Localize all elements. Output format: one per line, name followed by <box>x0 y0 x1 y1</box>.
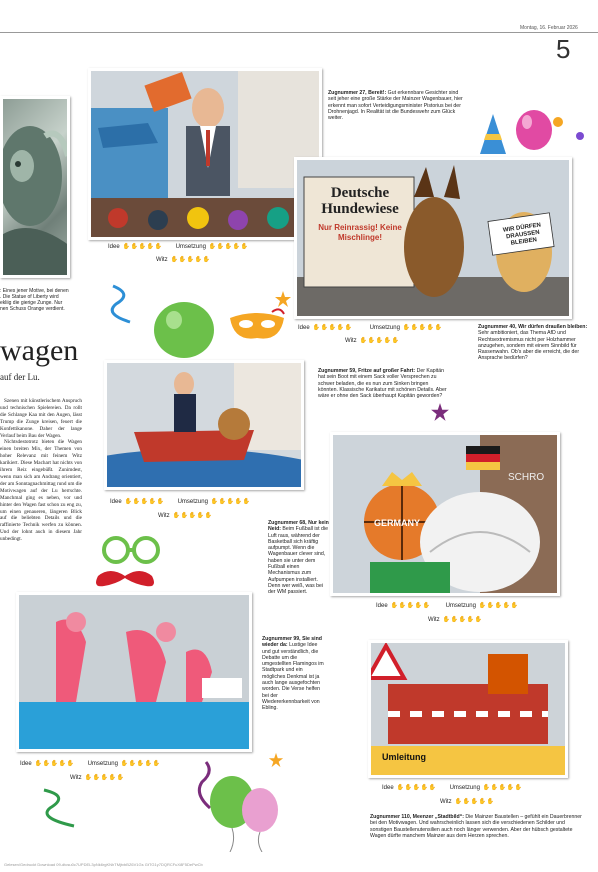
hands-icon: ✋✋✋✋✋ <box>454 799 495 805</box>
idee-label: Idee <box>376 602 388 609</box>
caption-text: Der Kapitän hat sein Boot mit einem Sack voller Versprechen zu schwer beladen, die es nun zum Sinken bringen könnten. Klassische Karikatur mit schönen Details. Aber wäre er ohne den Sack überhaupt Kapitän geworden? <box>318 368 447 400</box>
rating-row-5-witz <box>70 774 125 781</box>
caption-text: Gut erkennbare Gesichter sind seit jeher eine große Stärke der Mainzer Wagenbauer, hier erkennt man sofort Verteidigungsminister Pistorius bei der Drohnenjagd. In Realität ist die Bundeswehr zum Glück weiter. <box>328 90 463 122</box>
rating-row-1 <box>108 243 249 250</box>
hands-icon: ✋✋✋✋✋ <box>482 785 523 791</box>
star-icon <box>274 290 292 308</box>
hands-icon: ✋✋✋✋✋ <box>396 785 437 791</box>
witz-label: Witz <box>440 798 452 805</box>
hands-icon: ✋✋✋✋✋ <box>34 761 75 767</box>
witz-label: Witz <box>158 512 170 519</box>
umsetzung-label: Umsetzung <box>445 602 476 609</box>
header-rule <box>0 32 598 33</box>
mustache-icon <box>90 566 160 592</box>
left-caption: : Eines jener Motive, bei denen . Die Statue of Liberty wird ekliig die gierige Zunge. Nur nen Schuss Orange verdient. <box>0 288 69 312</box>
umsetzung-label: Umsetzung <box>87 760 118 767</box>
rating-row-4 <box>376 602 519 609</box>
witz-label: Witz <box>70 774 82 781</box>
article-column <box>0 398 82 543</box>
caption-text: Beim Fußball ist die Luft raus, während der Basketball sich kräftig aufpumpt. Wenn die Wagenbauer clever sind, haben sie unter dem Fußball einen Mechanismus zum Aufpumpen installiert. Denn wer weiß, was bei der WM passiert. <box>268 526 328 596</box>
rating-row-2-witz <box>345 337 400 344</box>
caption-bold: Zugnummer 59, Fritze auf großer Fahrt: <box>318 368 416 374</box>
hands-icon: ✋✋✋✋✋ <box>120 761 161 767</box>
caption-bold: Zugnummer 40, Wir dürfen draußen bleiben: <box>478 324 588 330</box>
hands-icon: ✋✋✋✋✋ <box>442 617 483 623</box>
caption-110 <box>370 814 584 839</box>
caption-text: Sehr ambitioniert, das Thema AfD und Rechtsextremismus nicht per Holzhammer anzugehen, sondern mit einem Sinnbild für Rassenwahn. Ob's aber die erreicht, die der Ansprache bedürfen? <box>478 330 580 362</box>
photo-basketball <box>330 432 560 596</box>
hands-icon: ✋✋✋✋✋ <box>172 513 213 519</box>
umsetzung-label: Umsetzung <box>177 498 208 505</box>
hands-icon: ✋✋✋✋✋ <box>124 499 165 505</box>
rating-row-5 <box>20 760 161 767</box>
store-sign: SCHRO <box>508 472 545 483</box>
rating-row-1-witz <box>156 256 211 263</box>
hands-icon: ✋✋✋✋✋ <box>210 499 251 505</box>
glasses-icon <box>100 534 162 570</box>
idee-label: Idee <box>20 760 32 767</box>
hands-icon: ✋✋✋✋✋ <box>390 603 431 609</box>
umleitung-sign: Umleitung <box>382 752 426 762</box>
caption-27 <box>328 90 463 121</box>
caption-68 <box>268 520 330 596</box>
umsetzung-label: Umsetzung <box>175 243 206 250</box>
confetti-icon <box>548 112 588 152</box>
rating-row-6 <box>382 784 523 791</box>
caption-text: Die Mainzer Baustellen – gefühlt ein Dauerbrenner bei den Motivwagen. Und wahrscheinlich lassen sich die verschiedenen Schilder und sonstigen Baustellenutensilien auch noch länger verwenden. Aber der hübsch gestaltete Wagen dürfte manchem Mainzer aus dem Herzen sprechen. <box>370 814 582 839</box>
ball-text: GERMANY <box>374 518 421 528</box>
sign-hundewiese: Deutsche Hundewiese <box>321 185 399 217</box>
streamer-green-icon <box>40 786 80 830</box>
hands-icon: ✋✋✋✋✋ <box>478 603 519 609</box>
photo-statue <box>0 96 70 278</box>
umsetzung-label: Umsetzung <box>449 784 480 791</box>
hands-icon: ✋✋✋✋✋ <box>402 325 443 331</box>
photo-flamingos <box>16 592 252 752</box>
rating-row-3 <box>110 498 251 505</box>
balloons-icon <box>206 774 282 852</box>
party-hat-icon <box>478 112 508 156</box>
witz-label: Witz <box>156 256 168 263</box>
idee-label: Idee <box>108 243 120 250</box>
caption-text: Lustige Idee und gut verständlich, die Debatte um die umgestellten Flamingos im Stadtpark und ein mögliches Denkmal ist ja auch lange ausgefochten worden. Die Verse helfen bei der Wiedererkennbarkeit von Ebling. <box>262 642 324 712</box>
photo-hundewiese <box>294 157 572 319</box>
download-footer: Gelesen/Gedruckt Download 09-dtcsu0c7UPDEL3pNk6rgKNhTMjtvbBZ6V1Gs GtTG1y7DQRCFuX8F5DePwCb <box>4 862 203 867</box>
hands-icon: ✋✋✋✋✋ <box>312 325 353 331</box>
rating-row-2 <box>298 324 443 331</box>
umsetzung-label: Umsetzung <box>369 324 400 331</box>
star-purple-icon <box>430 402 450 422</box>
rating-row-3-witz <box>158 512 213 519</box>
hands-icon: ✋✋✋✋✋ <box>208 244 249 250</box>
hands-icon: ✋✋✋✋✋ <box>170 257 211 263</box>
witz-label: Witz <box>345 337 357 344</box>
issue-date: Montag, 16. Februar 2026 <box>520 25 578 31</box>
sign-reinrassig: Nur Reinrassig! Keine Mischlinge! <box>318 223 402 242</box>
witz-label: Witz <box>428 616 440 623</box>
rating-row-4-witz <box>428 616 483 623</box>
sign-draussen: WIR DÜRFEN DRAUSSEN BLEIBEN <box>502 222 542 247</box>
subline: auf der Lu. <box>0 372 40 382</box>
caption-bold: Zugnummer 68, Nur kein Neid: <box>268 520 329 533</box>
photo-baustelle <box>368 640 568 778</box>
hands-icon: ✋✋✋✋✋ <box>122 244 163 250</box>
streamer-icon <box>108 284 138 324</box>
photo-fritze <box>104 360 304 490</box>
headline: wagen <box>0 334 79 367</box>
caption-bold: Zugnummer 99, Sie sind wieder da: <box>262 636 322 649</box>
caption-bold: Zugnummer 110, Meenzer „Stadtbild“: <box>370 814 464 820</box>
balloon-green-icon <box>150 300 216 362</box>
idee-label: Idee <box>298 324 310 331</box>
caption-bold: Zugnummer 27, Bereit!: <box>328 90 387 96</box>
photo-pistorius <box>88 68 322 240</box>
paragraph: Szenen mit künstlerischem Anspruch und technischen Spielereien. Da rollt die Schlange Kaa mit den Augen, lässt Trump die Zunge kreisen, feuert die Konfettikanone. Daher der lange Verlauf beim Bau der Wagen. <box>0 398 82 439</box>
rating-row-6-witz <box>440 798 495 805</box>
caption-99 <box>262 636 326 712</box>
idee-label: Idee <box>110 498 122 505</box>
idee-label: Idee <box>382 784 394 791</box>
page-number: 5 <box>556 34 571 64</box>
paragraph: Nichtsdestotrotz bieten die Wagen einen breiten Mix, der Themen von hoher Relevanz mit feinem Witz karikiert. Diese Machart hat nichts von ihrem Reiz eingebüßt. Zunimdest, wenn man sich am Andrang orientiert, der am Sonntagnachmittag rund um die Motivwagen auf der Lu herrschte. Manchmal ging es neben, vor und hinter den Wagen fast schon zu eng zu, um einen genaueren, längeren Blick auf die beliebten Details und die raffinierte Technik werfen zu können. Und der lohnt auch in diesem Jahr unbedingt. <box>0 439 82 543</box>
star-bottom-icon <box>268 752 284 768</box>
balloon-icon <box>512 110 552 160</box>
caption-59 <box>318 368 448 399</box>
caption-40 <box>478 324 590 362</box>
hands-icon: ✋✋✋✋✋ <box>84 775 125 781</box>
hands-icon: ✋✋✋✋✋ <box>359 338 400 344</box>
mask-icon <box>228 308 286 344</box>
